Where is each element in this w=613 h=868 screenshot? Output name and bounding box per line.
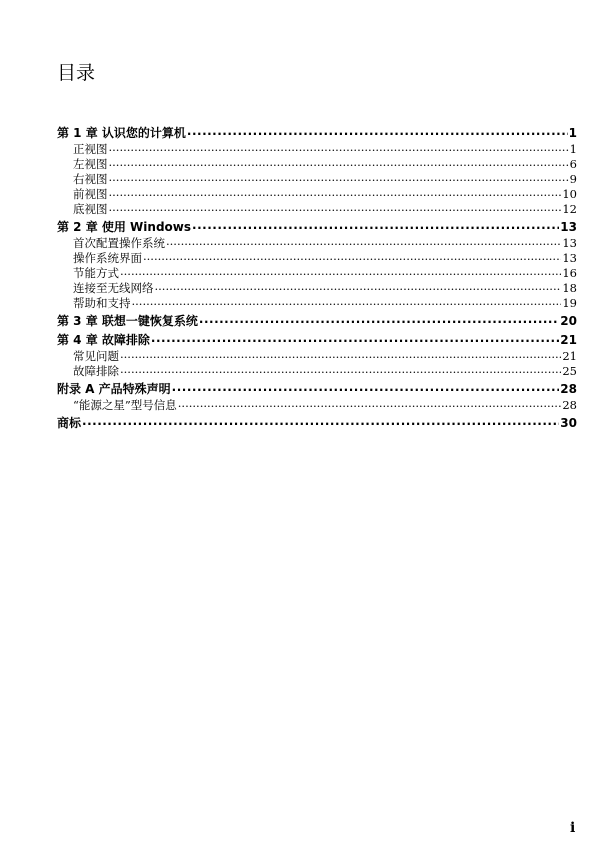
toc-entry-label: 第 3 章 联想一键恢复系统 [57, 314, 198, 328]
page-title: 目录 [57, 62, 96, 84]
toc-chapter-entry[interactable] [57, 313, 577, 329]
toc-dot-leader [109, 171, 569, 183]
toc-entry-page: 28 [560, 382, 577, 396]
table-of-contents [57, 125, 577, 431]
toc-chapter-entry[interactable] [57, 219, 577, 235]
toc-entry-page: 21 [562, 348, 577, 363]
toc-dot-leader [82, 415, 559, 427]
toc-dot-leader [187, 125, 568, 137]
toc-entry-label: 第 2 章 使用 Windows [57, 220, 192, 234]
toc-chapter-entry[interactable] [57, 125, 577, 141]
toc-chapter-entry[interactable] [57, 415, 577, 431]
toc-section-entry[interactable] [57, 265, 577, 280]
toc-entry-label: 操作系统界面 [73, 250, 142, 265]
toc-dot-leader [172, 381, 560, 393]
toc-section-entry[interactable] [57, 235, 577, 250]
toc-entry-label: 节能方式 [73, 265, 119, 280]
toc-entry-page: 1 [569, 141, 577, 156]
toc-dot-leader [109, 201, 562, 213]
toc-dot-leader [178, 397, 562, 409]
toc-section-entry[interactable] [57, 250, 577, 265]
toc-entry-page: 30 [560, 416, 577, 430]
toc-entry-label: 常见问题 [73, 348, 119, 363]
toc-entry-label: 帮助和支持 [73, 295, 131, 310]
toc-entry-page: 13 [560, 220, 577, 234]
toc-entry-page: 20 [560, 314, 577, 328]
toc-entry-label: 故障排除 [73, 363, 119, 378]
toc-entry-page: 12 [562, 201, 577, 216]
toc-entry-page: 13 [562, 250, 577, 265]
toc-section-entry[interactable] [57, 348, 577, 363]
toc-entry-label: 附录 A 产品特殊声明 [57, 382, 171, 396]
toc-entry-page: 19 [562, 295, 577, 310]
toc-dot-leader [151, 332, 559, 344]
toc-section-entry[interactable] [57, 141, 577, 156]
toc-entry-page: 21 [560, 333, 577, 347]
toc-dot-leader [109, 156, 569, 168]
page-number: i [570, 820, 576, 836]
toc-entry-page: 1 [568, 126, 577, 140]
toc-entry-page: 18 [562, 280, 577, 295]
toc-entry-page: 6 [569, 156, 577, 171]
toc-entry-page: 25 [562, 363, 577, 378]
toc-dot-leader [120, 348, 561, 360]
toc-entry-label: 第 1 章 认识您的计算机 [57, 126, 186, 140]
toc-entry-label: 商标 [57, 416, 82, 430]
toc-dot-leader [192, 219, 559, 231]
toc-entry-label: 前视图 [73, 186, 108, 201]
toc-chapter-entry[interactable] [57, 332, 577, 348]
toc-dot-leader [166, 235, 561, 247]
toc-entry-label: 左视图 [73, 156, 108, 171]
toc-section-entry[interactable] [57, 186, 577, 201]
toc-dot-leader [109, 186, 562, 198]
toc-section-entry[interactable] [57, 171, 577, 186]
toc-dot-leader [109, 141, 569, 153]
toc-dot-leader [199, 313, 559, 325]
toc-entry-label: 右视图 [73, 171, 108, 186]
toc-entry-label: 底视图 [73, 201, 108, 216]
toc-entry-page: 9 [569, 171, 577, 186]
toc-dot-leader [120, 363, 561, 375]
toc-entry-label: 连接至无线网络 [73, 280, 154, 295]
toc-entry-label: “能源之星”型号信息 [73, 397, 177, 412]
toc-section-entry[interactable] [57, 201, 577, 216]
toc-entry-label: 首次配置操作系统 [73, 235, 165, 250]
toc-entry-page: 10 [562, 186, 577, 201]
toc-section-entry[interactable] [57, 295, 577, 310]
toc-entry-label: 正视图 [73, 141, 108, 156]
toc-section-entry[interactable] [57, 280, 577, 295]
toc-section-entry[interactable] [57, 156, 577, 171]
toc-dot-leader [120, 265, 561, 277]
toc-section-entry[interactable] [57, 397, 577, 412]
toc-section-entry[interactable] [57, 363, 577, 378]
toc-dot-leader [155, 280, 562, 292]
toc-chapter-entry[interactable] [57, 381, 577, 397]
toc-entry-page: 13 [562, 235, 577, 250]
toc-dot-leader [132, 295, 562, 307]
toc-entry-label: 第 4 章 故障排除 [57, 333, 150, 347]
toc-entry-page: 28 [562, 397, 577, 412]
toc-entry-page: 16 [562, 265, 577, 280]
toc-dot-leader [143, 250, 561, 262]
